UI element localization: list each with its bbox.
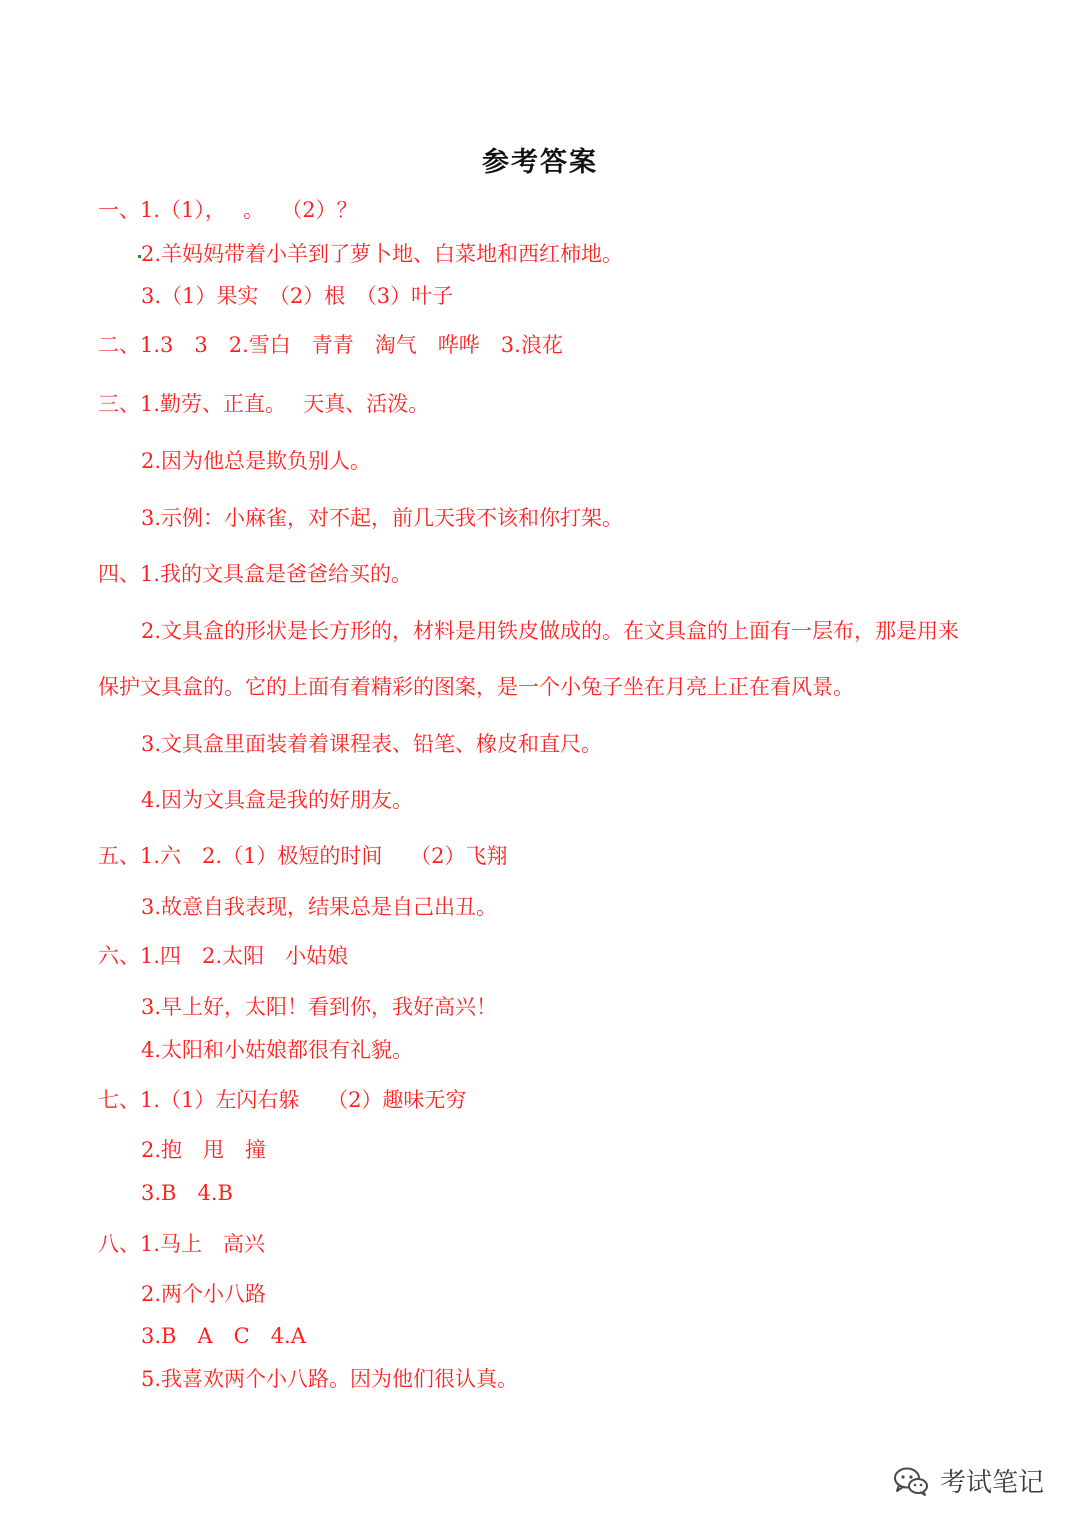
answer-line-9: 2.文具盒的形状是长方形的，材料是用铁皮做成的。在文具盒的上面有一层布，那是用来 [141,619,960,643]
answer-line-4: 二、1.3 3 2.雪白 青青 淘气 哗哗 3.浪花 [98,333,563,357]
answer-line-21: 八、1.马上 高兴 [98,1232,266,1256]
answer-line-2: 2.羊妈妈带着小羊到了萝卜地、白菜地和西红柿地。 [141,242,624,266]
answer-line-6: 2.因为他总是欺负别人。 [141,449,372,473]
watermark [892,1462,1044,1499]
answer-line-7: 3.示例：小麻雀，对不起，前几天我不该和你打架。 [141,506,624,530]
page-title: 参考答案 [482,147,598,178]
answer-line-16: 3.早上好，太阳！看到你，我好高兴！ [141,995,498,1019]
answer-line-3: 3.（1）果实 （2）根 （3）叶子 [141,284,454,308]
answer-line-10: 保护文具盒的。它的上面有着精彩的图案，是一个小兔子坐在月亮上正在看风景。 [98,675,854,699]
answer-line-13: 五、1.六 2.（1）极短的时间 （2）飞翔 [98,844,508,868]
answer-line-11: 3.文具盒里面装着着课程表、铅笔、橡皮和直尺。 [141,732,603,756]
answer-line-17: 4.太阳和小姑娘都很有礼貌。 [141,1038,414,1062]
answer-line-14: 3.故意自我表现，结果总是自己出丑。 [141,895,498,919]
wechat-icon [892,1465,930,1497]
answer-line-8: 四、1.我的文具盒是爸爸给买的。 [98,562,413,586]
watermark-text: 考试笔记 [939,1468,1044,1498]
answer-line-5: 三、1.勤劳、正直。 天真、活泼。 [98,392,430,416]
answer-line-15: 六、1.四 2.太阳 小姑娘 [98,944,349,968]
answer-line-20: 3.B 4.B [141,1181,233,1205]
answer-line-18: 七、1.（1）左闪右躲 （2）趣味无穷 [98,1088,467,1112]
answer-line-22: 2.两个小八路 [141,1282,267,1306]
answer-line-23: 3.B A C 4.A [141,1324,306,1348]
answer-line-24: 5.我喜欢两个小八路。因为他们很认真。 [141,1367,519,1391]
answer-line-1: 一、1.（1）， 。 （2）？ [98,198,358,222]
answer-line-19: 2.抱 甩 撞 [141,1138,267,1162]
answer-line-12: 4.因为文具盒是我的好朋友。 [141,788,414,812]
